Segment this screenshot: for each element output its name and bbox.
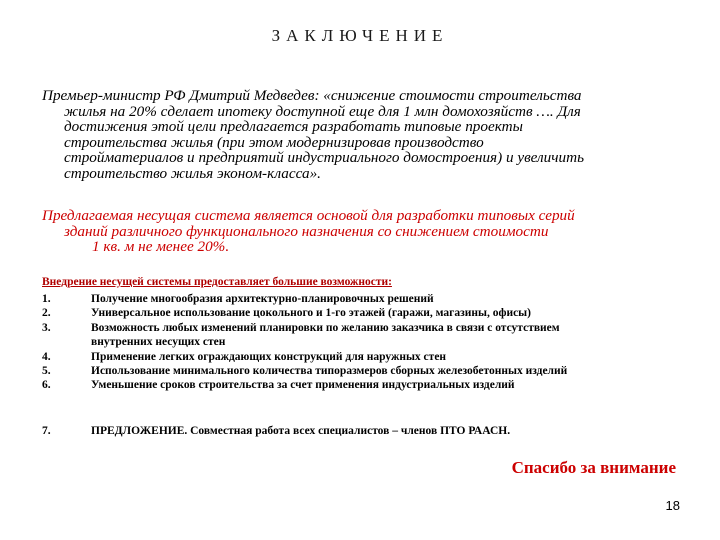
list-item — [42, 378, 682, 392]
item-text: Применение легких ограждающих конструкций для наружных стен — [91, 350, 447, 363]
item-number: 6. — [42, 379, 51, 392]
item-number: 1. — [42, 293, 51, 305]
list-item — [42, 364, 682, 378]
thanks-text: Спасибо за внимание — [511, 458, 676, 477]
proposal-line: 1 кв. м не менее 20%. — [92, 238, 230, 255]
item-number: 3. — [42, 321, 51, 334]
medvedev-quote — [42, 88, 674, 181]
item-text: Универсальное использование цокольного и 1-го этажей (гаражи, магазины, офисы) — [91, 307, 531, 320]
item-number: 5. — [42, 365, 51, 378]
quote-line: жилья на 20% сделает ипотеку доступной еще для 1 млн домохозяйств …. Для — [64, 102, 581, 120]
slide-title: ЗАКЛЮЧЕНИЕ — [271, 26, 449, 45]
item-text: Возможность любых изменений планировки по желанию заказчика в связи с отсутствием — [91, 321, 560, 334]
list-item — [42, 350, 682, 364]
item-text: Получение многообразия архитектурно-планировочных решений — [91, 293, 434, 305]
item-number: 4. — [42, 350, 51, 363]
item-text-continuation: внутренних несущих стен — [91, 336, 226, 349]
quote-line: стройматериалов и предприятий индустриального домостроения) и увеличить — [64, 149, 584, 166]
list-item — [42, 306, 682, 320]
list-heading: Внедрение несущей системы предоставляет большие возможности: — [42, 276, 392, 288]
proposal-item — [42, 424, 682, 438]
proposal-paragraph — [42, 208, 677, 255]
proposal-line: зданий различного функционального назначения со снижением стоимости — [64, 222, 549, 240]
features-list — [42, 292, 682, 393]
proposal-line: Предлагаемая несущая система является основой для разработки типовых серий — [42, 207, 575, 224]
item-text: Использование минимального количества типоразмеров сборных железобетонных изделий — [91, 365, 568, 378]
item-text: Уменьшение сроков строительства за счет применения индустриальных изделий — [91, 379, 515, 392]
quote-line: Премьер-министр РФ Дмитрий Медведев: «снижение стоимости строительства — [42, 87, 582, 104]
list-item — [42, 321, 682, 350]
quote-line: достижения этой цели предлагается разработать типовые проекты — [64, 118, 523, 135]
quote-line: строительства жилья (при этом модернизировав производство — [64, 133, 484, 151]
item-number: 2. — [42, 307, 51, 320]
item-number: 7. — [42, 425, 51, 437]
item-text: ПРЕДЛОЖЕНИЕ. Совместная работа всех специалистов – членов ПТО РААСН. — [91, 425, 511, 437]
list-item — [42, 292, 682, 306]
quote-line: строительство жилья эконом-класса». — [64, 164, 321, 182]
page-number: 18 — [665, 498, 680, 513]
